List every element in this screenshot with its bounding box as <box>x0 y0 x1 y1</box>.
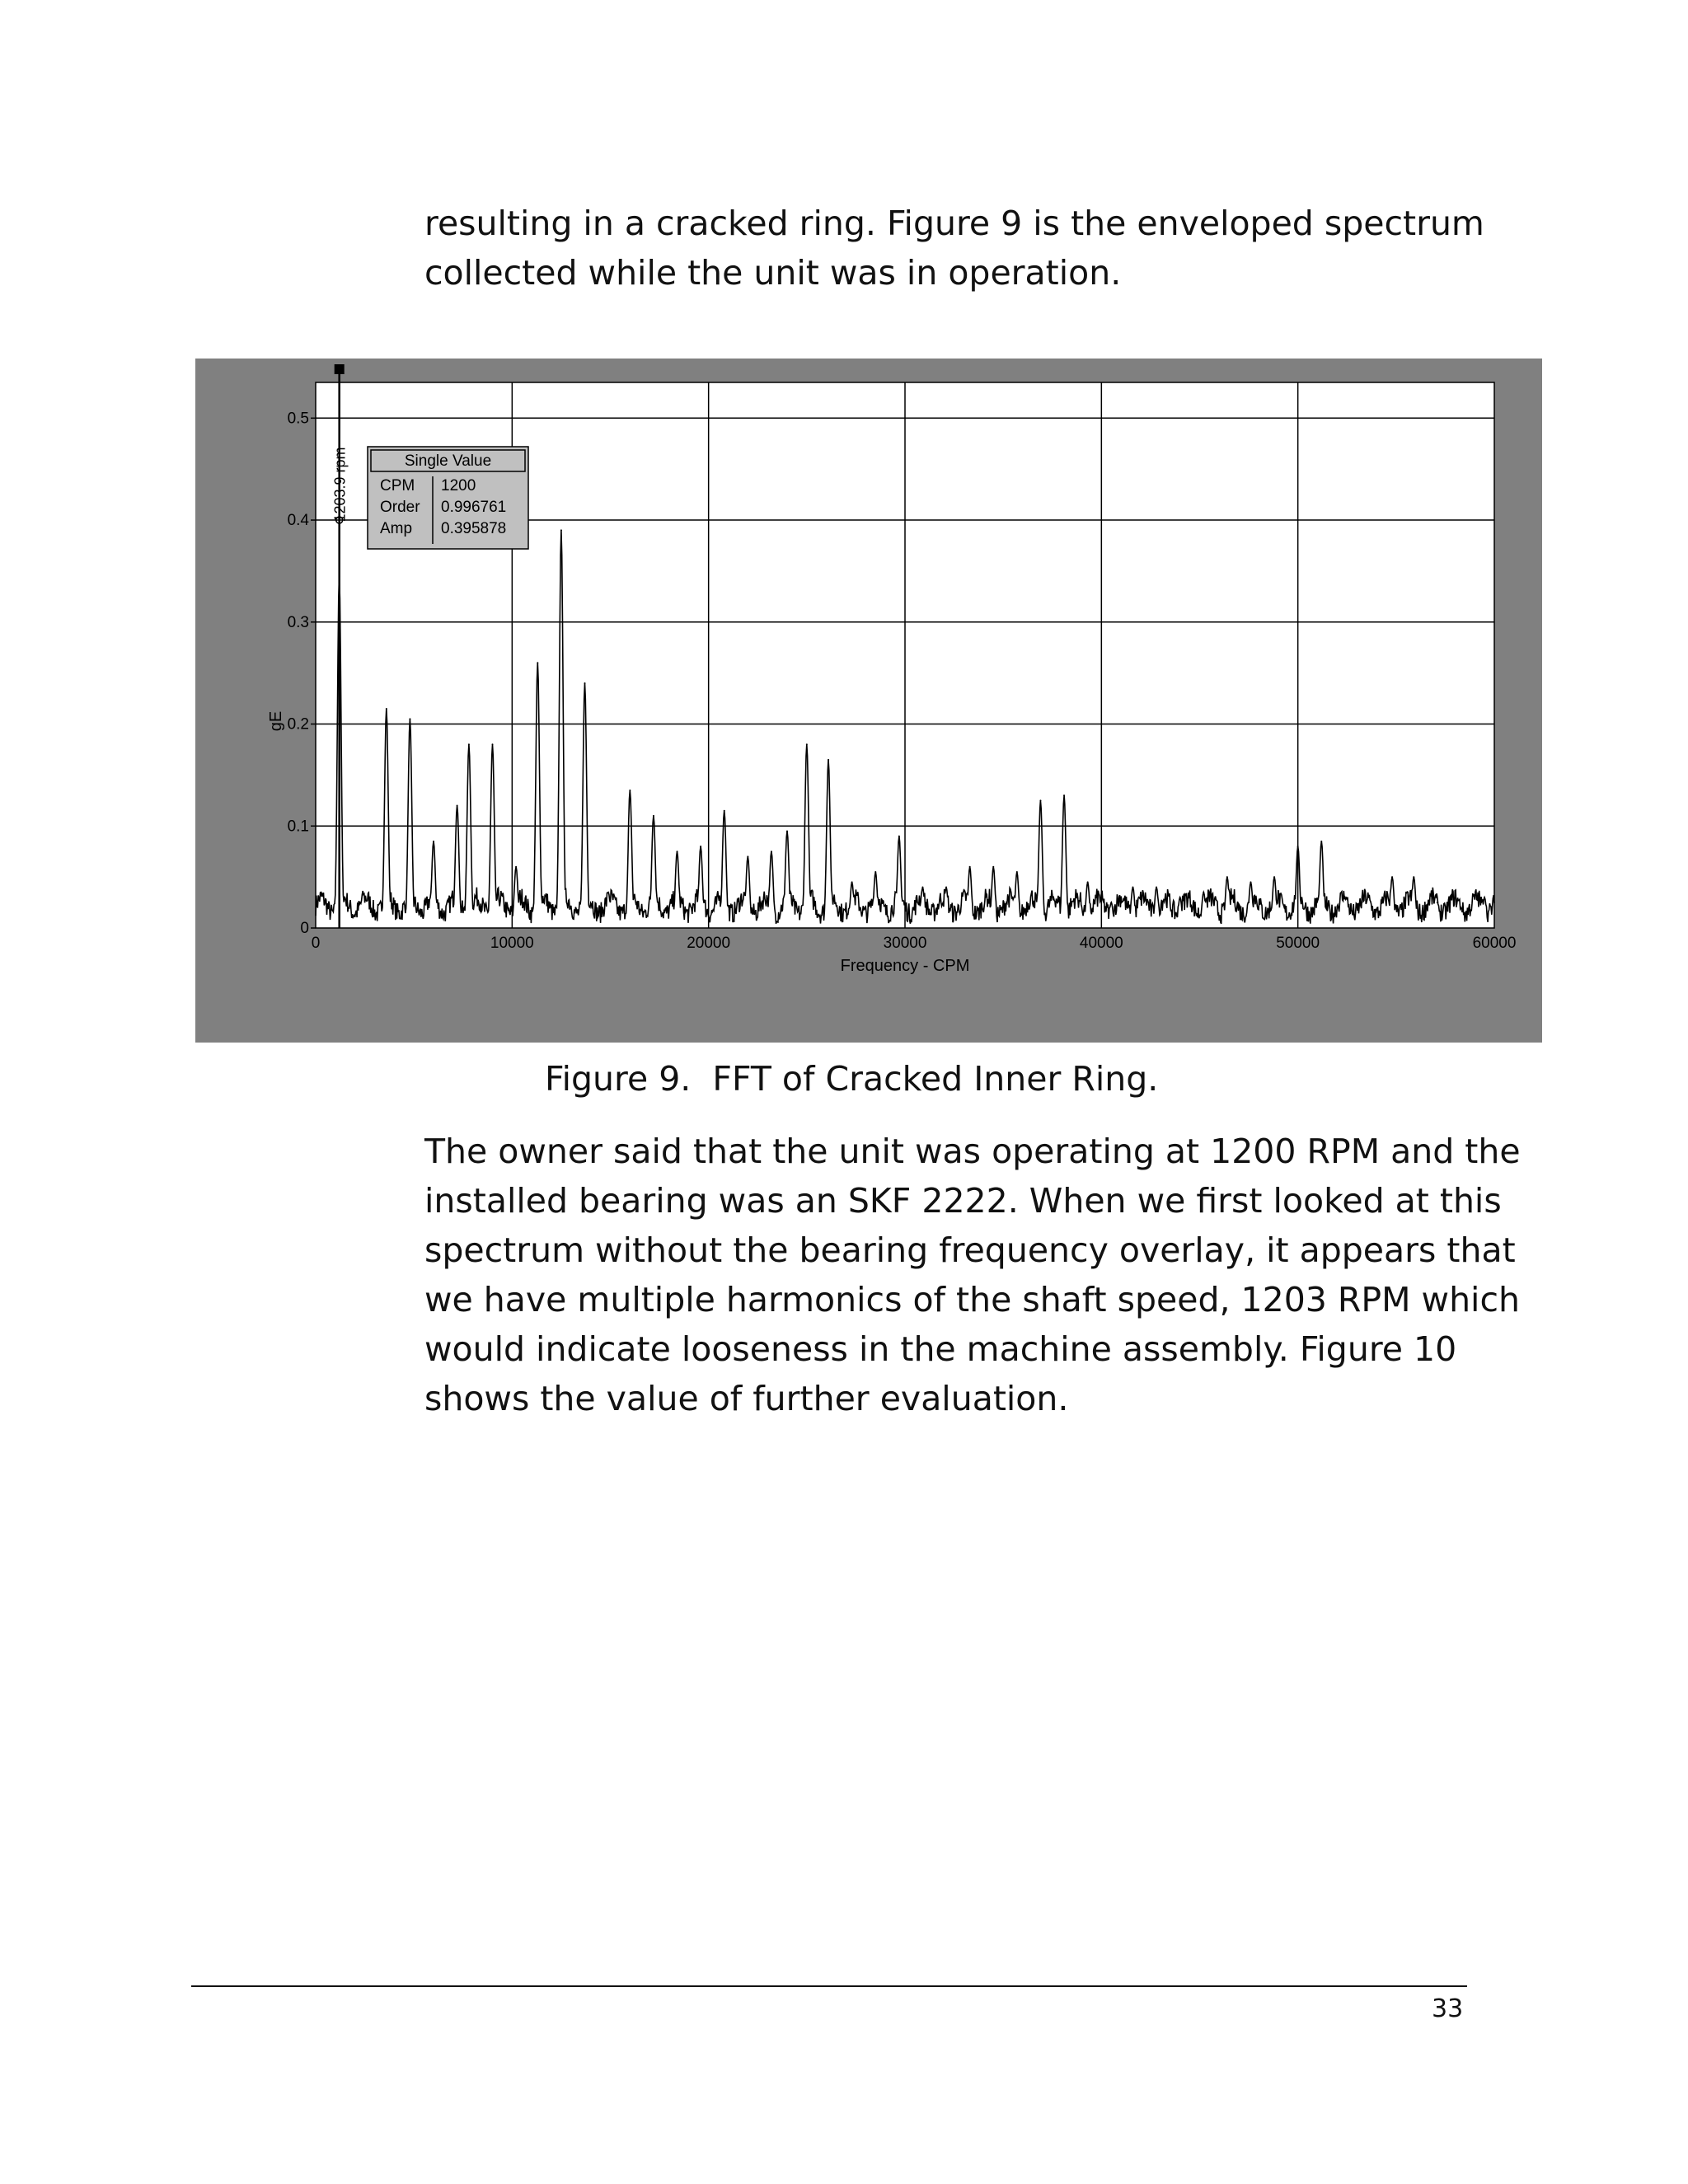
spectrum-peak <box>457 805 458 807</box>
fft-figure <box>195 359 1542 1043</box>
spectrum-peak <box>433 841 434 842</box>
spectrum-peak <box>1391 876 1393 878</box>
spectrum-peak <box>700 846 701 847</box>
info-row-name: Amp <box>380 520 413 537</box>
spectrum-peak <box>1063 794 1065 796</box>
paragraph-line: The owner said that the unit was operating at 1200 RPM and the <box>424 1132 1521 1171</box>
spectrum-peak <box>1087 881 1089 883</box>
spectrum-peak <box>1039 799 1041 801</box>
paragraph-line: spectrum without the bearing frequency overlay, it appears that <box>424 1230 1516 1270</box>
spectrum-peak <box>851 881 853 883</box>
spectrum-peak <box>1460 907 1461 908</box>
spectrum-peak <box>607 892 609 893</box>
x-tick-label: 40000 <box>1079 935 1123 952</box>
spectrum-peak <box>786 830 788 832</box>
info-row-value: 0.996761 <box>441 499 507 516</box>
paragraph-line: resulting in a cracked ring. Figure 9 is the enveloped spectrum <box>424 204 1484 243</box>
paragraph-line: shows the value of further evaluation. <box>424 1379 1069 1418</box>
spectrum-peak <box>1110 902 1112 903</box>
spectrum-peak <box>771 851 772 852</box>
spectrum-peak <box>1344 897 1346 898</box>
footer-rule <box>191 1985 1467 1987</box>
y-tick-label: 0.1 <box>287 818 309 836</box>
spectrum-peak <box>1413 876 1414 878</box>
spectrum-peak <box>560 529 562 531</box>
y-axis-label: gE <box>267 710 285 732</box>
spectrum-peak <box>1016 871 1018 873</box>
spectrum-peak <box>409 718 410 719</box>
figure-caption: Figure 9. FFT of Cracked Inner Ring. <box>545 1059 1159 1099</box>
spectrum-peak <box>992 866 994 868</box>
info-row-name: CPM <box>380 477 415 494</box>
spectrum-peak <box>1297 846 1299 847</box>
x-tick-label: 20000 <box>687 935 731 952</box>
x-tick-label: 50000 <box>1276 935 1320 952</box>
spectrum-peak <box>1203 892 1204 893</box>
spectrum-peak <box>724 810 725 812</box>
spectrum-peak <box>1156 887 1157 888</box>
page-number: 33 <box>1432 1994 1464 2023</box>
spectrum-peak <box>1320 841 1322 842</box>
info-row-value: 0.395878 <box>441 520 507 537</box>
paragraph-line: installed bearing was an SKF 2222. When we first looked at this <box>424 1181 1502 1221</box>
spectrum-peak <box>1484 897 1485 898</box>
spectrum-peak <box>1250 881 1251 883</box>
paragraph-line: collected while the unit was in operation. <box>424 253 1122 293</box>
spectrum-peak <box>898 836 900 837</box>
spectrum-peak <box>747 855 748 857</box>
body-paragraph <box>424 1127 1521 1423</box>
y-tick-label: 0.3 <box>287 613 309 631</box>
spectrum-peak <box>362 892 363 893</box>
info-row-name: Order <box>380 499 420 516</box>
spectrum-peak <box>1273 876 1275 878</box>
spectrum-peak <box>492 743 494 745</box>
y-tick-label: 0.4 <box>287 512 309 530</box>
spectrum-peak <box>629 790 631 791</box>
cursor-label: 1203.9 rpm <box>331 447 349 523</box>
spectrum-peak <box>515 866 517 868</box>
intro-paragraph <box>424 199 1484 298</box>
y-tick-label: 0.2 <box>287 715 309 733</box>
y-tick-label: 0 <box>300 920 309 937</box>
x-axis-label: Frequency - CPM <box>840 957 970 975</box>
spectrum-peak <box>874 871 876 873</box>
spectrum-peak <box>1179 897 1181 898</box>
cursor-handle <box>335 364 345 374</box>
spectrum-peak <box>1437 902 1438 903</box>
paragraph-line: we have multiple harmonics of the shaft speed, 1203 RPM which <box>424 1280 1520 1319</box>
spectrum-peak <box>969 866 971 868</box>
paragraph-line: would indicate looseness in the machine assembly. Figure 10 <box>424 1329 1457 1369</box>
info-row-value: 1200 <box>441 477 476 494</box>
fft-spectrum-chart <box>195 359 1542 1043</box>
y-tick-label: 0.5 <box>287 410 309 428</box>
spectrum-peak <box>945 887 947 888</box>
spectrum-peak <box>468 743 470 745</box>
info-box-title: Single Value <box>404 452 492 470</box>
spectrum-peak <box>537 662 538 663</box>
spectrum-peak <box>828 759 829 761</box>
x-tick-label: 30000 <box>883 935 927 952</box>
spectrum-peak <box>1226 876 1228 878</box>
x-tick-label: 0 <box>311 935 321 952</box>
spectrum-peak <box>584 682 586 684</box>
spectrum-peak <box>806 743 808 745</box>
spectrum-peak <box>653 815 654 817</box>
spectrum-peak <box>677 851 678 852</box>
spectrum-peak <box>921 887 923 888</box>
x-tick-label: 10000 <box>490 935 534 952</box>
spectrum-peak <box>386 708 387 710</box>
spectrum-peak <box>1132 887 1133 888</box>
x-tick-label: 60000 <box>1472 935 1517 952</box>
spectrum-peak <box>1367 897 1369 898</box>
